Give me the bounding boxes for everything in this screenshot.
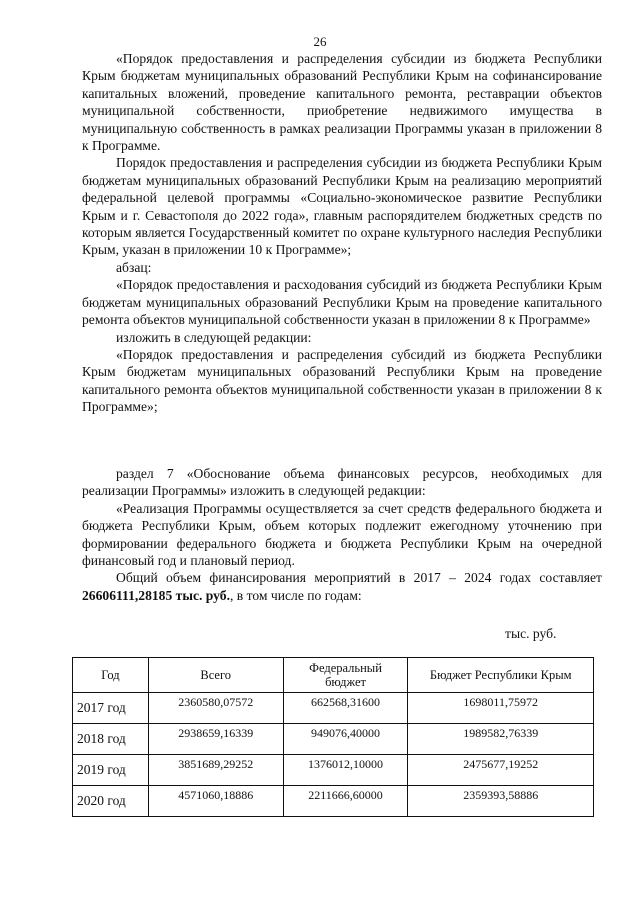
paragraph: изложить в следующей редакции: [116,329,312,345]
header-crimea-budget: Бюджет Республики Крым [408,658,594,693]
cell-year: 2019 год [73,755,149,786]
cell-federal: 2211666,60000 [283,786,408,817]
cell-federal: 1376012,10000 [283,755,408,786]
header-year: Год [73,658,149,693]
table-row [73,693,594,724]
total-suffix: , в том числе по годам: [229,587,362,603]
page-number: 26 [313,34,327,49]
header-total: Всего [148,658,283,693]
cell-crimea: 1989582,76339 [408,724,594,755]
paragraph: Порядок предоставления и распределения субсидии из бюджета Республики Крым бюджетам муниципальных образований Республики Крым на реализацию мероприятий федеральной целевой программы «Социально-экономическое развитие Республики Крым и г. Севастополя до 2022 года», главным распорядителем бюджетных средств по которым является Государственный комитет по охране культурного наследия Республики Крым, указан в приложении 10 к Программе»; [82,155,602,258]
cell-total: 2938659,16339 [148,724,283,755]
header-federal-budget: Федеральный бюджет [283,658,408,693]
paragraph: абзац: [116,259,152,275]
cell-crimea: 2475677,19252 [408,755,594,786]
table-header-row [73,658,594,693]
cell-year: 2018 год [73,724,149,755]
paragraph: «Порядок предоставления и расходования субсидий из бюджета Республики Крым бюджетам муниципальных образований Республики Крым на проведение капитального ремонта объектов муниципальной собственности указан в приложении 8 к Программе» [82,277,602,328]
cell-total: 2360580,07572 [148,693,283,724]
total-financing-paragraph [82,569,602,604]
cell-crimea: 1698011,75972 [408,693,594,724]
cell-federal: 662568,31600 [283,693,408,724]
paragraph: «Реализация Программы осуществляется за счет средств федерального бюджета и бюджета Республики Крым, объем которых подлежит ежегодному уточнению при формировании федерального бюджета и бюджета Республики Крым на очередной финансовый год и плановый период. [82,500,602,569]
paragraph-block-1 [82,50,602,416]
cell-total: 3851689,29252 [148,755,283,786]
units-label: тыс. руб. [505,626,557,641]
cell-year: 2020 год [73,786,149,817]
financing-table [72,657,594,817]
cell-federal: 949076,40000 [283,724,408,755]
paragraph: раздел 7 «Обоснование объема финансовых ресурсов, необходимых для реализации Программы» изложить в следующей редакции: [82,466,602,499]
table-row [73,724,594,755]
paragraph: «Порядок предоставления и распределения субсидий из бюджета Республики Крым бюджетам муниципальных образований Республики Крым на проведение капитального ремонта объектов муниципальной собственности указан в приложении 8 к Программе»; [82,346,602,415]
paragraph-block-2 [82,465,602,604]
table-row [73,755,594,786]
paragraph: «Порядок предоставления и распределения субсидии из бюджета Республики Крым бюджетам муниципальных образований Республики Крым на софинансирование капитальных вложений, проведение капитального ремонта, реставрации объектов муниципальной собственности, приобретение недвижимого имущества в муниципальную собственность в рамках реализации Программы указан в приложении 8 к Программе. [82,51,602,154]
cell-total: 4571060,18886 [148,786,283,817]
cell-crimea: 2359393,58886 [408,786,594,817]
table-row [73,786,594,817]
total-amount: 26606111,28185 тыс. руб. [82,587,230,603]
cell-year: 2017 год [73,693,149,724]
total-prefix: Общий объем финансирования мероприятий в 2017 – 2024 годах составляет [116,570,602,586]
